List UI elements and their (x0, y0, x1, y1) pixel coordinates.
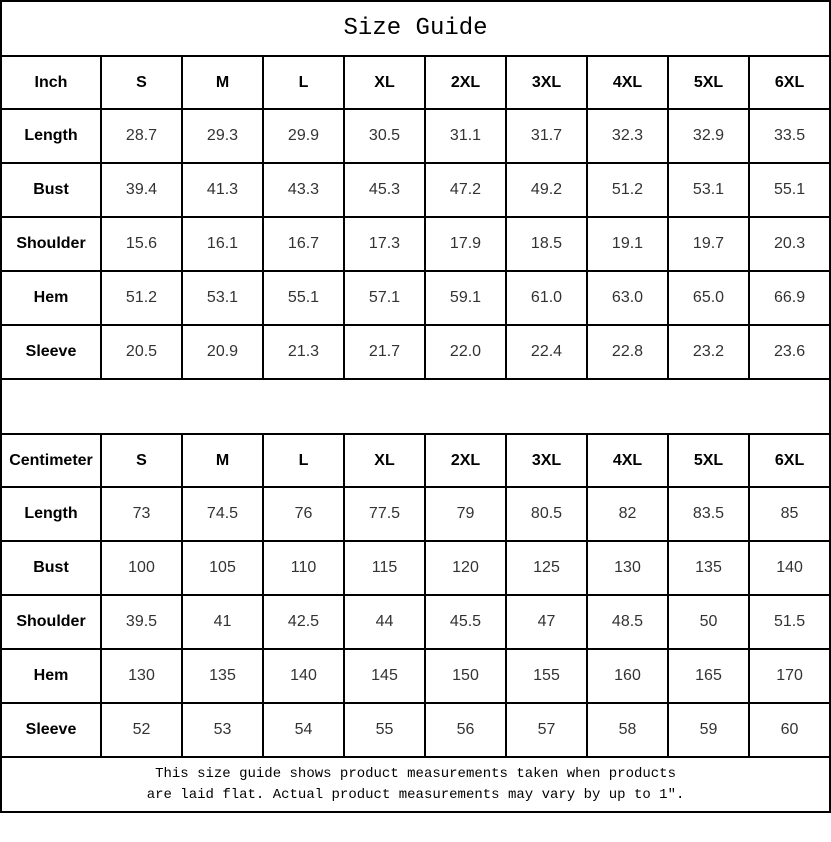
size-header-cell: 6XL (749, 56, 830, 109)
measurement-value-cell: 41.3 (182, 163, 263, 217)
measurement-value-cell: 170 (749, 649, 830, 703)
measurement-value-cell: 31.1 (425, 109, 506, 163)
footer-note-line2: are laid flat. Actual product measurements may vary by up to 1″. (146, 786, 685, 803)
size-header-cell: S (101, 56, 182, 109)
measurement-value-cell: 42.5 (263, 595, 344, 649)
measurement-value-cell: 16.7 (263, 217, 344, 271)
measurement-value-cell: 130 (101, 649, 182, 703)
measurement-value-cell: 59.1 (425, 271, 506, 325)
measurement-row (1, 271, 830, 325)
measurement-value-cell: 51.5 (749, 595, 830, 649)
measurement-value-cell: 61.0 (506, 271, 587, 325)
measurement-value-cell: 58 (587, 703, 668, 757)
size-header-cell: S (101, 434, 182, 487)
measurement-value-cell: 83.5 (668, 487, 749, 541)
measurement-value-cell: 60 (749, 703, 830, 757)
measurement-value-cell: 63.0 (587, 271, 668, 325)
size-header-cell: XL (344, 56, 425, 109)
measurement-value-cell: 47 (506, 595, 587, 649)
measurement-value-cell: 55.1 (749, 163, 830, 217)
footer-note-line1: This size guide shows product measurements taken when products (155, 766, 676, 783)
measurement-value-cell: 73 (101, 487, 182, 541)
measurement-value-cell: 16.1 (182, 217, 263, 271)
measurement-value-cell: 55.1 (263, 271, 344, 325)
measurement-value-cell: 45.5 (425, 595, 506, 649)
unit-header-cell: Centimeter (1, 434, 101, 487)
measurement-row (1, 217, 830, 271)
measurement-value-cell: 51.2 (587, 163, 668, 217)
size-header-cell: M (182, 56, 263, 109)
unit-header-cell: Inch (1, 56, 101, 109)
measurement-value-cell: 49.2 (506, 163, 587, 217)
measurement-label-cell: Hem (1, 649, 101, 703)
measurement-label-cell: Bust (1, 163, 101, 217)
measurement-value-cell: 47.2 (425, 163, 506, 217)
measurement-value-cell: 43.3 (263, 163, 344, 217)
measurement-value-cell: 57 (506, 703, 587, 757)
measurement-value-cell: 120 (425, 541, 506, 595)
measurement-value-cell: 41 (182, 595, 263, 649)
measurement-value-cell: 18.5 (506, 217, 587, 271)
size-header-cell: 4XL (587, 434, 668, 487)
measurement-value-cell: 65.0 (668, 271, 749, 325)
measurement-value-cell: 56 (425, 703, 506, 757)
centimeter-table-section (1, 434, 830, 757)
measurement-value-cell: 125 (506, 541, 587, 595)
measurement-value-cell: 20.5 (101, 325, 182, 379)
measurement-value-cell: 135 (668, 541, 749, 595)
measurement-value-cell: 100 (101, 541, 182, 595)
measurement-value-cell: 135 (182, 649, 263, 703)
measurement-value-cell: 32.9 (668, 109, 749, 163)
measurement-value-cell: 15.6 (101, 217, 182, 271)
measurement-value-cell: 155 (506, 649, 587, 703)
measurement-value-cell: 165 (668, 649, 749, 703)
size-header-cell: 5XL (668, 434, 749, 487)
measurement-value-cell: 39.5 (101, 595, 182, 649)
measurement-value-cell: 22.4 (506, 325, 587, 379)
measurement-value-cell: 22.0 (425, 325, 506, 379)
size-header-cell: 2XL (425, 56, 506, 109)
measurement-label-cell: Length (1, 109, 101, 163)
measurement-row (1, 649, 830, 703)
measurement-value-cell: 130 (587, 541, 668, 595)
measurement-value-cell: 160 (587, 649, 668, 703)
measurement-label-cell: Bust (1, 541, 101, 595)
measurement-value-cell: 33.5 (749, 109, 830, 163)
measurement-value-cell: 32.3 (587, 109, 668, 163)
measurement-value-cell: 20.9 (182, 325, 263, 379)
measurement-value-cell: 39.4 (101, 163, 182, 217)
measurement-value-cell: 140 (749, 541, 830, 595)
spacer-cell (1, 379, 830, 434)
inch-table-section (1, 56, 830, 379)
measurement-value-cell: 76 (263, 487, 344, 541)
size-header-cell: 3XL (506, 434, 587, 487)
measurement-value-cell: 48.5 (587, 595, 668, 649)
measurement-value-cell: 110 (263, 541, 344, 595)
size-header-cell: XL (344, 434, 425, 487)
measurement-value-cell: 79 (425, 487, 506, 541)
measurement-value-cell: 17.3 (344, 217, 425, 271)
measurement-value-cell: 85 (749, 487, 830, 541)
measurement-label-cell: Shoulder (1, 595, 101, 649)
measurement-value-cell: 19.7 (668, 217, 749, 271)
measurement-label-cell: Sleeve (1, 325, 101, 379)
measurement-value-cell: 74.5 (182, 487, 263, 541)
measurement-value-cell: 29.9 (263, 109, 344, 163)
measurement-value-cell: 54 (263, 703, 344, 757)
measurement-label-cell: Shoulder (1, 217, 101, 271)
measurement-value-cell: 66.9 (749, 271, 830, 325)
measurement-value-cell: 115 (344, 541, 425, 595)
measurement-row (1, 325, 830, 379)
size-header-cell: 6XL (749, 434, 830, 487)
page-title: Size Guide (1, 1, 830, 56)
size-header-cell: 4XL (587, 56, 668, 109)
title-row (1, 1, 830, 56)
measurement-value-cell: 150 (425, 649, 506, 703)
size-header-cell: 5XL (668, 56, 749, 109)
measurement-value-cell: 53.1 (668, 163, 749, 217)
measurement-value-cell: 21.3 (263, 325, 344, 379)
size-header-cell: L (263, 434, 344, 487)
measurement-value-cell: 31.7 (506, 109, 587, 163)
measurement-value-cell: 53 (182, 703, 263, 757)
measurement-row (1, 163, 830, 217)
measurement-value-cell: 28.7 (101, 109, 182, 163)
size-header-cell: M (182, 434, 263, 487)
measurement-value-cell: 80.5 (506, 487, 587, 541)
measurement-value-cell: 105 (182, 541, 263, 595)
measurement-value-cell: 57.1 (344, 271, 425, 325)
footer-row (1, 757, 830, 812)
measurement-value-cell: 51.2 (101, 271, 182, 325)
measurement-value-cell: 20.3 (749, 217, 830, 271)
measurement-value-cell: 44 (344, 595, 425, 649)
spacer-row (1, 379, 830, 434)
size-header-cell: 3XL (506, 56, 587, 109)
measurement-value-cell: 55 (344, 703, 425, 757)
measurement-value-cell: 29.3 (182, 109, 263, 163)
size-header-cell: 2XL (425, 434, 506, 487)
measurement-value-cell: 17.9 (425, 217, 506, 271)
measurement-value-cell: 45.3 (344, 163, 425, 217)
size-header-row (1, 434, 830, 487)
measurement-value-cell: 30.5 (344, 109, 425, 163)
measurement-value-cell: 23.2 (668, 325, 749, 379)
measurement-value-cell: 53.1 (182, 271, 263, 325)
measurement-label-cell: Hem (1, 271, 101, 325)
measurement-value-cell: 21.7 (344, 325, 425, 379)
size-header-cell: L (263, 56, 344, 109)
measurement-label-cell: Length (1, 487, 101, 541)
measurement-value-cell: 140 (263, 649, 344, 703)
measurement-value-cell: 50 (668, 595, 749, 649)
measurement-row (1, 487, 830, 541)
measurement-value-cell: 22.8 (587, 325, 668, 379)
measurement-value-cell: 23.6 (749, 325, 830, 379)
measurement-label-cell: Sleeve (1, 703, 101, 757)
measurement-value-cell: 19.1 (587, 217, 668, 271)
measurement-value-cell: 59 (668, 703, 749, 757)
size-header-row (1, 56, 830, 109)
measurement-row (1, 541, 830, 595)
measurement-value-cell: 145 (344, 649, 425, 703)
measurement-value-cell: 52 (101, 703, 182, 757)
measurement-row (1, 109, 830, 163)
measurement-value-cell: 77.5 (344, 487, 425, 541)
measurement-row (1, 595, 830, 649)
measurement-value-cell: 82 (587, 487, 668, 541)
measurement-row (1, 703, 830, 757)
footer-note (1, 757, 830, 812)
